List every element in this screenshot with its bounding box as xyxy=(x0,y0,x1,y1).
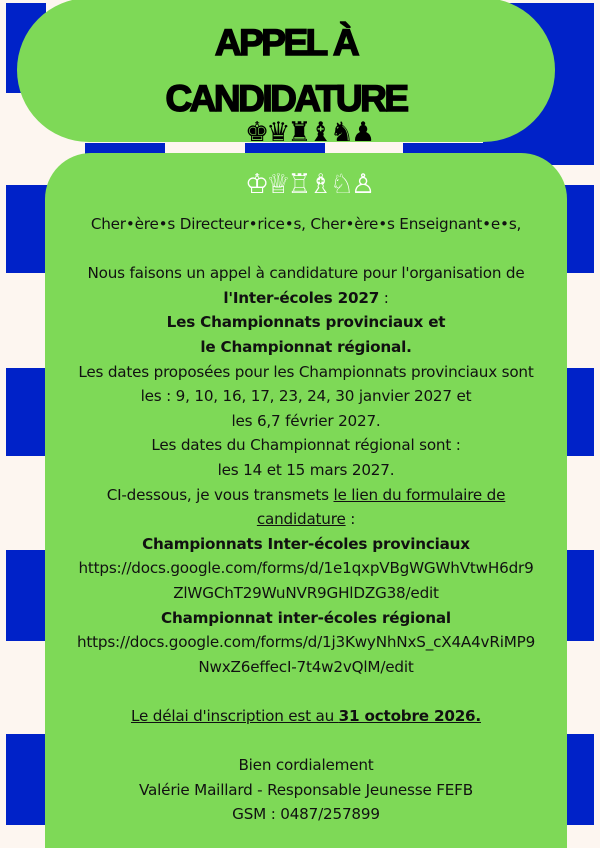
event-line-2: Les Championnats provinciaux et xyxy=(166,313,446,332)
form1-url[interactable]: https://docs.google.com/forms/d/1e1qxpVBgWGWhVtwH6dr9 xyxy=(78,559,534,578)
link-intro: CI-dessous, je vous transmets xyxy=(106,485,334,504)
form-link[interactable]: le lien du formulaire de xyxy=(333,485,506,504)
form-link-2[interactable]: candidature xyxy=(256,510,346,529)
dates-2: les 6,7 février 2027. xyxy=(231,411,381,430)
title-line-2: CANDIDATURE xyxy=(165,78,407,119)
regional-intro: Les dates du Championnat régional sont : xyxy=(151,436,461,455)
event-line-3: le Championnat régional. xyxy=(200,337,412,356)
form2-title: Championnat inter-écoles régional xyxy=(161,608,451,627)
white-chess-pieces-icon: ♔♕♖♗♘♙ xyxy=(245,169,373,200)
form1-title: Championnats Inter-écoles provinciaux xyxy=(142,534,470,553)
event-name: l'Inter-écoles 2027 xyxy=(223,288,380,307)
title-line-1: APPEL À xyxy=(214,22,358,63)
link-suffix: : xyxy=(345,510,356,529)
form1-url-2[interactable]: ZlWGChT29WuNVR9GHlDZG38/edit xyxy=(173,583,439,602)
dates-intro: Les dates proposées pour les Championnats provinciaux sont xyxy=(78,362,534,381)
dates-1: les : 9, 10, 16, 17, 23, 24, 30 janvier 2027 et xyxy=(140,387,472,406)
event-suffix: : xyxy=(379,288,389,307)
form2-url-2[interactable]: NwxZ6effecI-7t4w2vQlM/edit xyxy=(198,657,414,676)
regional-dates: les 14 et 15 mars 2027. xyxy=(217,460,395,479)
black-chess-pieces-icon: ♚♛♜♝♞♟ xyxy=(245,117,373,148)
phone: GSM : 0487/257899 xyxy=(232,805,380,824)
greeting: Cher•ère•s Directeur•rice•s, Cher•ère•s Enseignant•e•s, xyxy=(90,215,522,233)
deadline-prefix: Le délai d'inscription est au xyxy=(130,706,339,725)
form2-url[interactable]: https://docs.google.com/forms/d/1j3KwyNhNxS_cX4A4vRiMP9 xyxy=(76,633,536,652)
deadline-date: 31 octobre 2026. xyxy=(338,706,481,725)
intro: Nous faisons un appel à candidature pour l'organisation de xyxy=(87,264,525,283)
letter-body xyxy=(45,212,567,827)
closing: Bien cordialement xyxy=(238,756,374,775)
signature: Valérie Maillard - Responsable Jeunesse FEFB xyxy=(139,780,473,799)
